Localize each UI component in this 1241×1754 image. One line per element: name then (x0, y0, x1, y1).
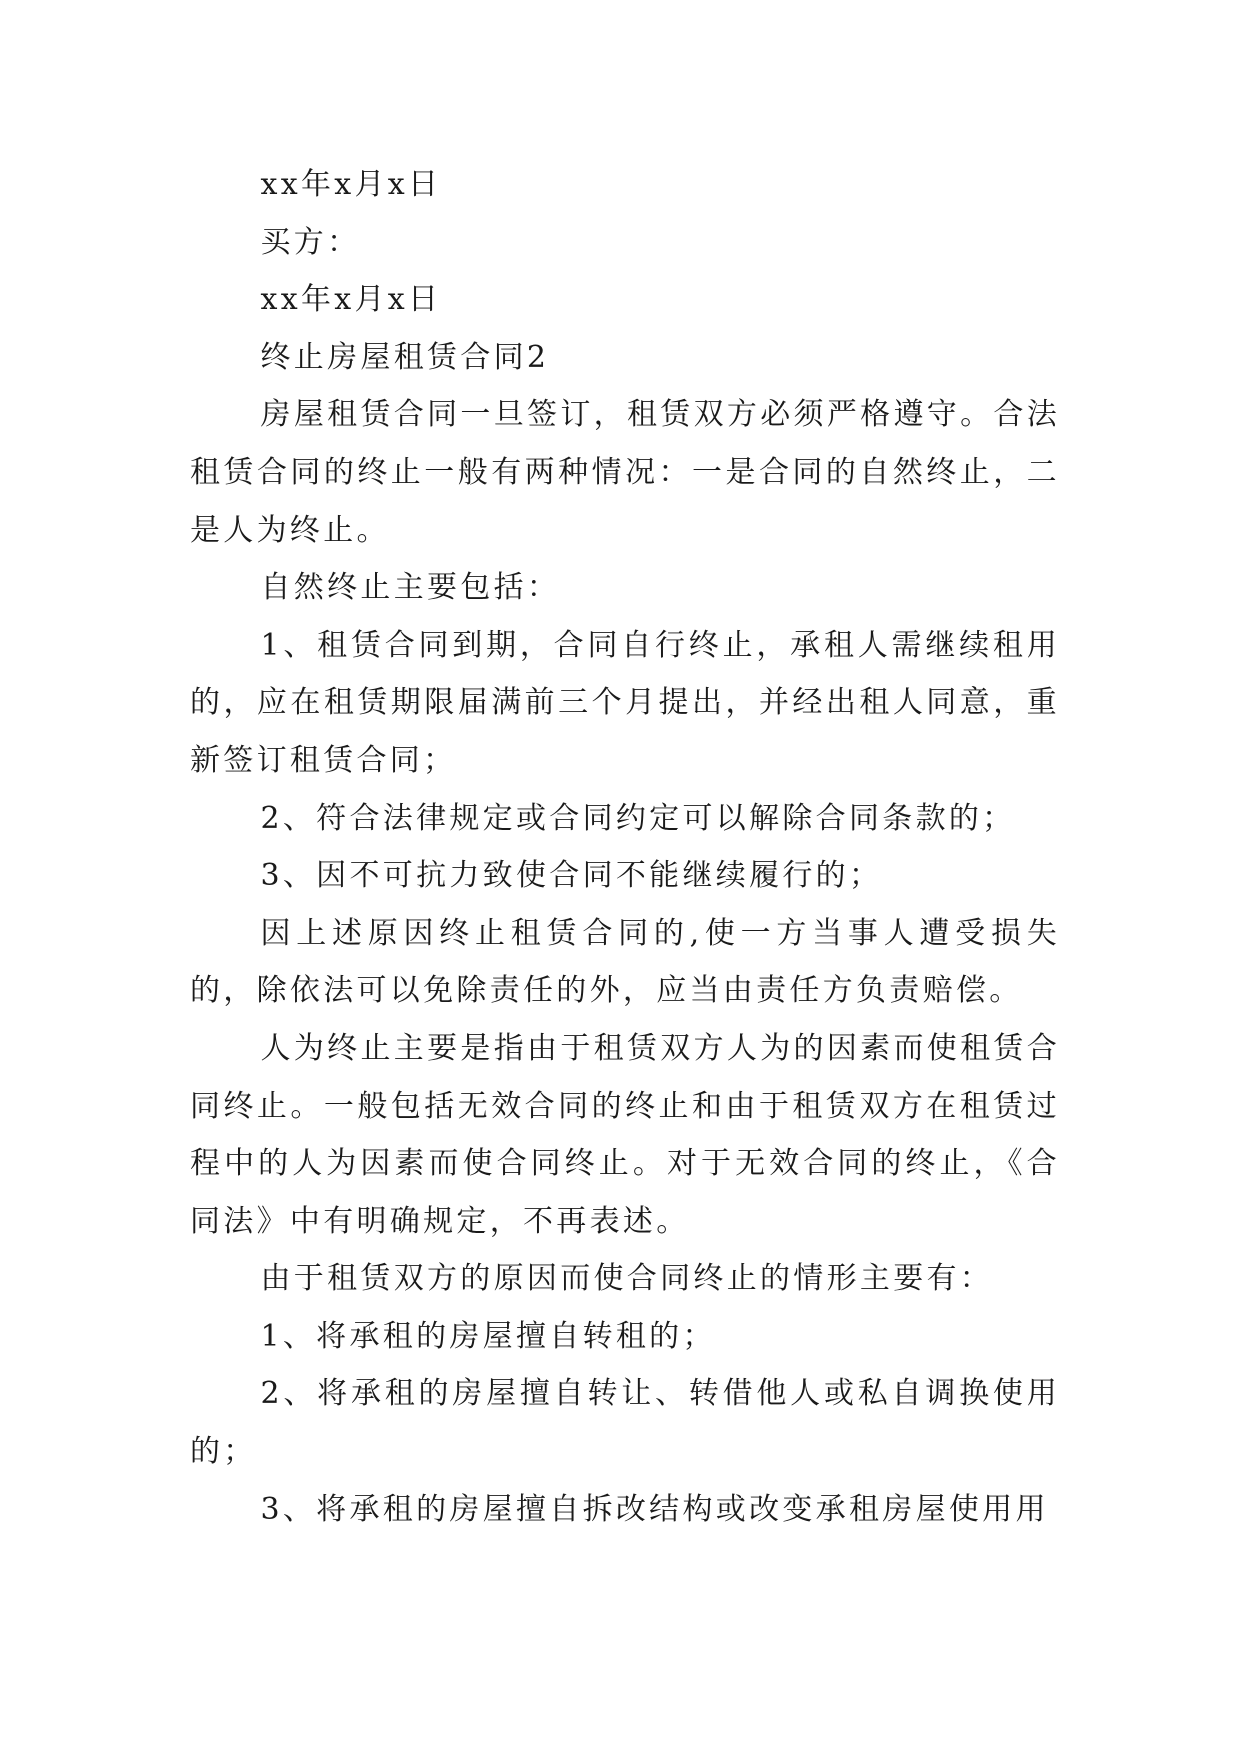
body-paragraph: 由于租赁双方的原因而使合同终止的情形主要有： (260, 1261, 994, 1297)
buyer-label: 买方： (260, 224, 361, 260)
list-item: 3、因不可抗力致使合同不能继续履行的； (260, 858, 883, 894)
list-item: 2、将承租的房屋擅自转让、转借他人或私自调换使用的； (190, 1376, 1060, 1470)
date-line: xx年x月x日 (260, 167, 442, 202)
list-item: 1、将承租的房屋擅自转租的； (260, 1318, 716, 1354)
document-body (190, 156, 1060, 1538)
list-item: 1、租赁合同到期，合同自行终止，承租人需继续租用的，应在租赁期限届满前三个月提出，并经出租人同意，重新签订租赁合同； (190, 627, 1060, 778)
list-item: 3、将承租的房屋擅自拆改结构或改变承租房屋使用用 (260, 1491, 1049, 1527)
body-paragraph: 人为终止主要是指由于租赁双方人为的因素而使租赁合同终止。一般包括无效合同的终止和由于租赁双方在租赁过程中的人为因素而使合同终止。对于无效合同的终止，《合同法》中有明确规定，不再表述。 (190, 1030, 1060, 1239)
list-item: 2、符合法律规定或合同约定可以解除合同条款的； (260, 800, 1016, 836)
body-paragraph: 自然终止主要包括： (260, 570, 561, 606)
date-line: xx年x月x日 (260, 282, 442, 318)
section-title: 终止房屋租赁合同2 (260, 339, 550, 375)
body-paragraph: 因上述原因终止租赁合同的,使一方当事人遭受损失的，除依法可以免除责任的外，应当由责任方负责赔偿。 (190, 915, 1060, 1009)
body-paragraph: 房屋租赁合同一旦签订，租赁双方必须严格遵守。合法租赁合同的终止一般有两种情况：一是合同的自然终止，二是人为终止。 (190, 397, 1060, 548)
